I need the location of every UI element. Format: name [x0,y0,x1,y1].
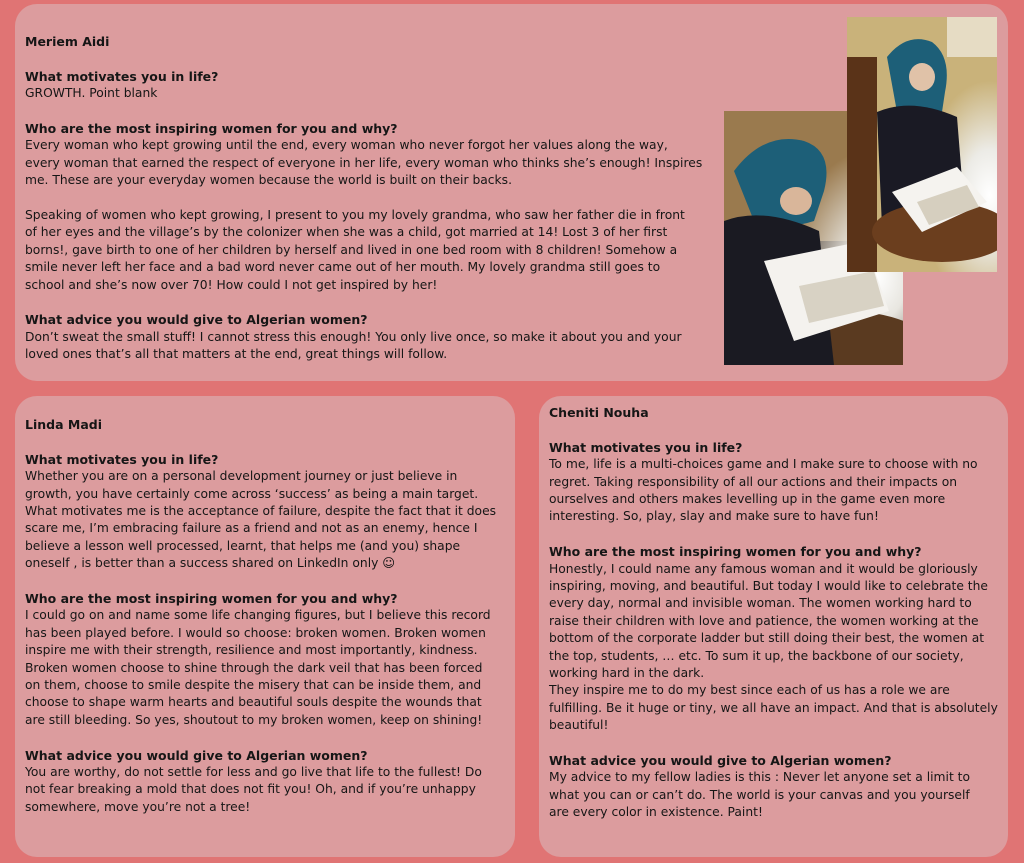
answer-motivation: Whether you are on a personal development journey or just believe in growth, you have certainly come across ‘success’ as being a main target. What motivates me is the acceptance of failure, despite the fact that it does scare me, I’m embracing failure as a friend and not as an enemy, hence I believe a lesson well processed, learnt, that helps me (and you) shape oneself , is better than a success shared on LinkedIn only ☺ [25,469,497,571]
card-text [25,416,500,816]
person-name: Meriem Aidi [25,34,110,49]
answer-motivation: To me, life is a multi-choices game and I make sure to choose with no regret. Taking responsibility of all our actions and their impacts on ourselves and others makes levelling up in the game even more interesting. So, play, slay and make sure to have fun! [549,457,978,524]
question-advice: What advice you would give to Algerian women? [549,753,892,769]
answer-inspiring-part-1: Every woman who kept growing until the end, every woman who never forgot her values along the way, every woman that earned the respect of everyone in her life, every woman who thinks she’s enough! Inspires me. These are your everyday women because the world is built on their backs. [25,138,703,188]
question-advice: What advice you would give to Algerian women? [25,747,368,763]
answer-inspiring-part-2: Speaking of women who kept growing, I present to you my lovely grandma, who saw her father die in front of her eyes and the village’s by the colonizer when she was a child, got married at 14! Lost 3 of her first borns!, gave birth to one of her children by herself and lived in one bed room with 8 children! Somehow a smile never left her face and a bad word never came out of her mouth. My lovely grandma still goes to school and she’s now over 70! How could I not get inspired by her! [25,208,685,292]
card-text [25,33,705,364]
person-name: Cheniti Nouha [549,405,649,420]
answer-advice: Don’t sweat the small stuff! I cannot stress this enough! You only live once, so make it about you and your loved ones that’s all that matters at the end, great things will follow. [25,329,682,362]
profile-card-linda [15,396,515,857]
question-motivation: What motivates you in life? [549,439,743,455]
answer-motivation: GROWTH. Point blank [25,86,158,101]
card-text [549,404,999,822]
answer-inspiring: I could go on and name some life changing figures, but I believe this record has been played before. I would so choose: broken women. Broken women inspire me with their strength, resilience and most importantly, kindness. Broken women choose to shine through the dark veil that has been forced on them, choose to smile despite the misery that can be inside them, and choose to shape warm hearts and beautiful souls despite the wounds that are still bleeding. So yes, shoutout to my broken women, keep on shining! [25,608,491,727]
answer-advice: My advice to my fellow ladies is this : Never let anyone set a limit to what you can or can’t do. The world is your canvas and you yourself are every color in existence. Paint! [549,770,971,820]
person-name: Linda Madi [25,417,102,432]
grandma-reading-photo [847,17,997,272]
profile-card-nouha [539,396,1008,857]
question-inspiring: Who are the most inspiring women for you and why? [25,591,398,607]
answer-inspiring: Honestly, I could name any famous woman and it would be gloriously inspiring, moving, and beautiful. But today I would like to celebrate the every day, normal and invisible woman. The women working hard to raise their children with love and patience, the women working at the bottom of the corporate ladder but still doing their best, the women at the top, students, … etc. To sum it up, the backbone of our society, working hard in the dark. They inspire me to do my best since each of us has a role we are fulfilling. Be it huge or tiny, we all have an impact. And that is absolutely beautiful! [549,561,998,733]
question-advice: What advice you would give to Algerian women? [25,312,368,328]
question-inspiring: Who are the most inspiring women for you and why? [25,121,398,136]
question-motivation: What motivates you in life? [25,68,219,84]
question-motivation: What motivates you in life? [25,451,219,467]
answer-advice: You are worthy, do not settle for less and go live that life to the fullest! Do not fear breaking a mold that does not fit you! Oh, and if you’re unhappy somewhere, move you’re not a tree! [25,765,482,814]
question-inspiring: Who are the most inspiring women for you and why? [549,544,922,560]
